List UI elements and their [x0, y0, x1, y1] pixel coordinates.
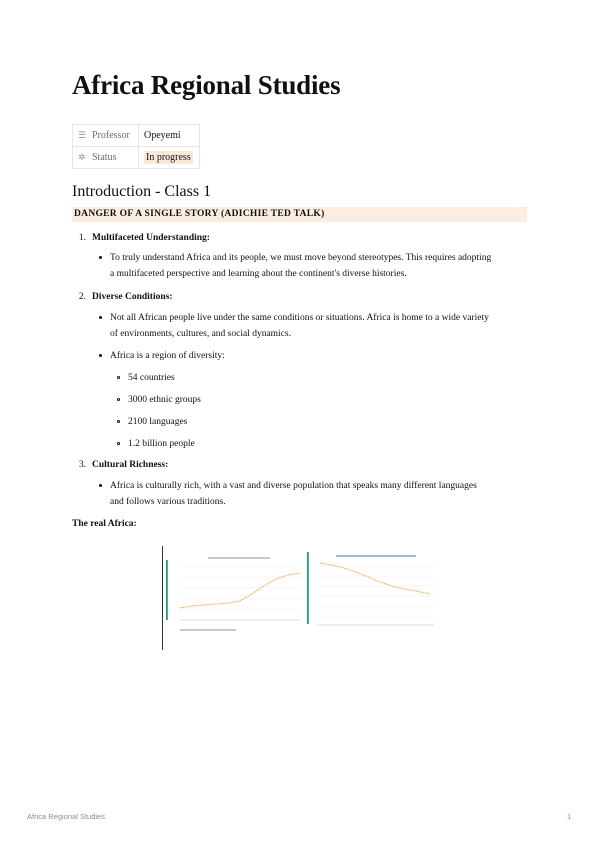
sub-list-item: 3000 ethnic groups [128, 395, 201, 405]
teal-bar [307, 552, 309, 624]
list-item-title: Cultural Richness: [92, 460, 169, 470]
list-item-title: Multifaceted Understanding: [92, 233, 210, 243]
bullet-icon [99, 354, 102, 357]
footer-title: Africa Regional Studies [27, 812, 105, 821]
list-item-text: and follows various traditions. [110, 497, 226, 507]
list-item-text: Africa is a region of diversity: [110, 351, 225, 361]
gridlines [180, 566, 302, 610]
property-row-status[interactable] [73, 147, 200, 169]
list-item-title: Diverse Conditions: [92, 292, 173, 302]
list-item-text: To truly understand Africa and its people, we must move beyond stereotypes. This requires adopting [110, 253, 492, 263]
sub-list-item: 2100 languages [128, 417, 188, 427]
property-key: Professor [92, 130, 130, 141]
series-line [320, 563, 430, 594]
teal-bar [166, 560, 168, 620]
list-item-text: of environments, cultures, and social dynamics. [110, 329, 291, 339]
status-icon: ✲ [78, 153, 86, 163]
list-number: 3. [78, 460, 86, 470]
list-number: 2. [78, 292, 86, 302]
list-item-text: a multifaceted perspective and learning about the continent's diverse histories. [110, 269, 407, 279]
bullet-icon [99, 256, 102, 259]
sub-list-item: 54 countries [128, 373, 175, 383]
page-number: 1 [567, 812, 572, 821]
series-line [180, 573, 300, 608]
sub-list-item: 1.2 billion people [128, 439, 195, 449]
sub-bullet-icon [117, 398, 120, 401]
sub-bullet-icon [117, 442, 120, 445]
section-heading: Introduction - Class 1 [72, 183, 212, 200]
list-item-text: Not all African people live under the same conditions or situations. Africa is home to a wide variety [110, 313, 489, 323]
sub-bullet-icon [117, 376, 120, 379]
list-item-text: Africa is culturally rich, with a vast and diverse population that speaks many different languages [110, 481, 477, 491]
list-number: 1. [78, 233, 86, 243]
property-row-professor[interactable] [73, 125, 200, 147]
charts-image [162, 546, 437, 650]
sub-bullet-icon [117, 420, 120, 423]
property-key: Status [92, 152, 117, 163]
status-badge: In progress [146, 152, 191, 163]
bullet-icon [99, 484, 102, 487]
subheading: The real Africa: [72, 519, 137, 529]
callout-heading: DANGER OF A SINGLE STORY (ADICHIE TED TALK) [72, 207, 527, 222]
property-value: Opeyemi [139, 125, 200, 147]
list-icon: ☰ [78, 131, 87, 141]
bullet-icon [99, 316, 102, 319]
page-title: Africa Regional Studies [72, 70, 341, 100]
properties-table [72, 124, 200, 169]
